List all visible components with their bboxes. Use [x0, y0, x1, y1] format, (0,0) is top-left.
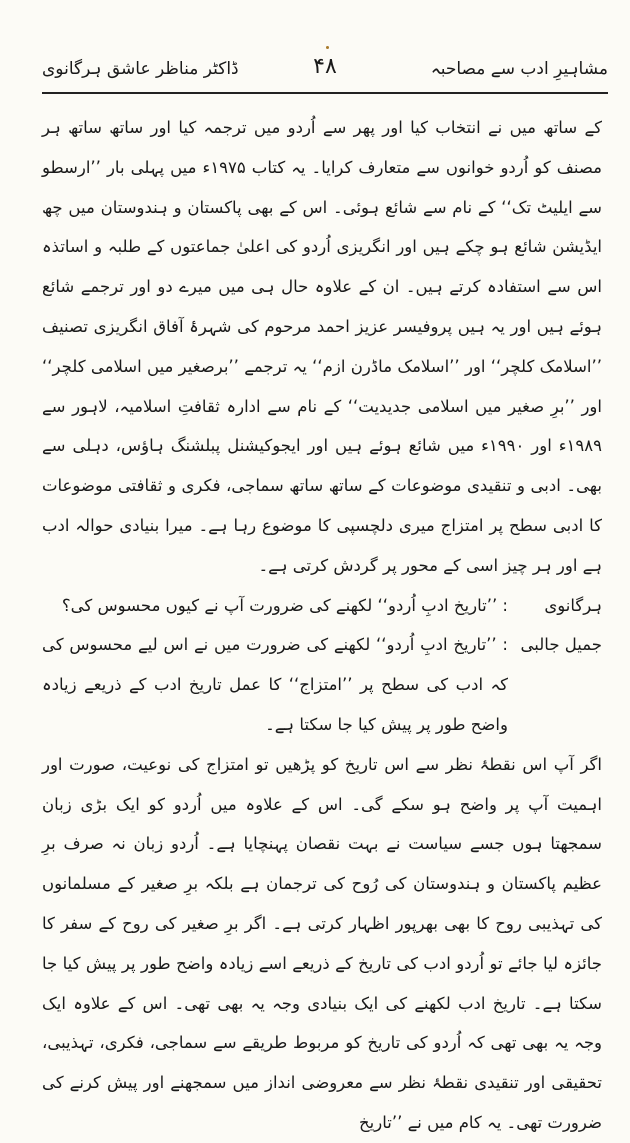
running-book-title: مشاہیرِ ادب سے مصاحبہ [430, 59, 608, 79]
question-speaker: ہرگانوی [544, 595, 602, 615]
running-author-name: ڈاکٹر مناظر عاشق ہرگانوی [42, 59, 239, 79]
interview-answer [42, 625, 602, 744]
answer-text: : ’’تاریخ ادبِ اُردو‘‘ لکھنے کی ضرورت میں نے اس لیے محسوس کی کہ ادب کی سطح پر ’’امتزاج‘‘ کا عمل تاریخ ادب کے ذریعے زیادہ واضح طور پر پیش کیا جا سکتا ہے۔ [42, 635, 508, 734]
page-header [42, 52, 608, 94]
page-body [42, 108, 602, 1143]
answer-speaker: جمیل جالبی [520, 635, 602, 655]
answer-continued: اگر آپ اس نقطۂ نظر سے اس تاریخ کو پڑھیں تو امتزاج کی نوعیت، صورت اور اہمیت آپ پر واضح ہو سکے گی۔ اس کے علاوہ میں اُردو کو ایک بڑی زبان سمجھتا ہوں جسے سیاست نے بہت نقصان پہنچایا ہے۔ اُردو زبان نہ صرف برِ عظیم پاکستان و ہندوستان کی رُوح کی ترجمان ہے بلکہ برِ صغیر کے مسلمانوں کی تہذیبی روح کا بھی بھرپور اظہار کرتی ہے۔ اگر برِ صغیر کی روح کے سفر کا جائزہ لیا جائے تو اُردو ادب کی تاریخ کے ذریعے اسے زیادہ واضح طور پر پیش کیا جا سکتا ہے۔ تاریخ ادب لکھنے کی ایک بنیادی وجہ یہ بھی تھی۔ اس کے علاوہ ایک وجہ یہ بھی تھی کہ اُردو کی تاریخ کو مربوط طریقے سے سماجی، فکری، تہذیبی، تحقیقی اور تنقیدی نقطۂ نظر سے معروضی انداز میں سمجھنے اور پیش کرنے کی ضرورت تھی۔ یہ کام میں نے ’’تاریخ [42, 754, 602, 1132]
ink-speck [326, 46, 329, 49]
question-text: : ’’تاریخ ادبِ اُردو‘‘ لکھنے کی ضرورت آپ نے کیوں محسوس کی؟ [61, 595, 508, 615]
page-number: ۴۸ [313, 54, 337, 79]
interview-question [42, 586, 602, 626]
paragraph: کے ساتھ میں نے انتخاب کیا اور پھر سے اُردو میں ترجمہ کیا اور ساتھ ساتھ ہر مصنف کو اُردو خوانوں سے متعارف کرایا۔ یہ کتاب ۱۹۷۵ء میں پہلی بار ’’ارسطو سے ایلیٹ تک‘‘ کے نام سے شائع ہوئی۔ اس کے بھی پاکستان و ہندوستان میں چھ ایڈیشن شائع ہو چکے ہیں اور انگریزی اُردو کی اعلیٰ جماعتوں کے طلبہ و اساتذہ اس سے استفادہ کرتے ہیں۔ ان کے علاوہ حال ہی میں میرے دو اور ترجمے شائع ہوئے ہیں اور یہ ہیں پروفیسر عزیز احمد مرحوم کی شہرۂ آفاق انگریزی تصنیف ’’اسلامک کلچر‘‘ اور ’’اسلامک ماڈرن ازم‘‘ یہ ترجمے ’’برصغیر میں اسلامی کلچر‘‘ اور ’’برِ صغیر میں اسلامی جدیدیت‘‘ کے نام سے ادارہ ثقافتِ اسلامیہ، لاہور سے ۱۹۸۹ء اور ۱۹۹۰ء میں شائع ہوئے ہیں اور ایجوکیشنل پبلشنگ ہاؤس، دہلی سے بھی۔ ادبی و تنقیدی موضوعات کے ساتھ ساتھ سماجی، فکری و ثقافتی موضوعات کا ادبی سطح پر امتزاج میری دلچسپی کا موضوع رہا ہے۔ میرا بنیادی حوالہ ادب ہے اور ہر چیز اسی کے محور پر گردش کرتی ہے۔ [42, 118, 603, 575]
